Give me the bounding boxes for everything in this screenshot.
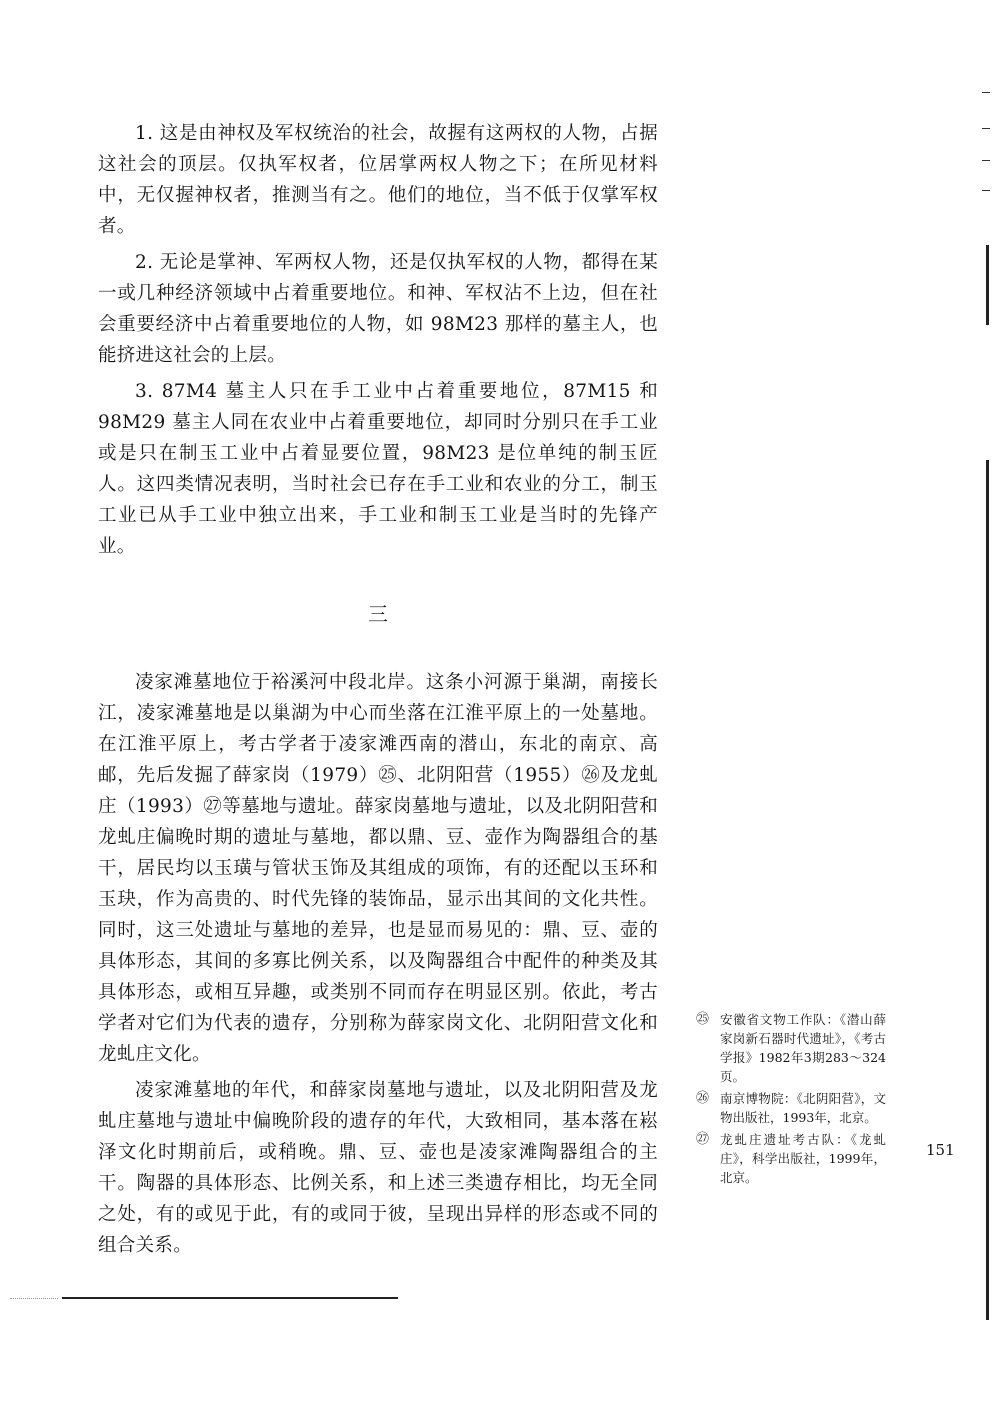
paragraph-lingjiatan-location: 凌家滩墓地位于裕溪河中段北岸。这条小河源于巢湖，南接长江，凌家滩墓地是以巢湖为中心而坐落在江淮平原上的一处墓地。在江淮平原上，考古学者于凌家滩西南的潜山，东北的南京、高邮，先后发掘了薛家岗（1979）㉕、北阴阳营（1955）㉖及龙虬庄（1993）㉗等墓地与遗址。薛家岗墓地与遗址，以及北阴阳营和龙虬庄偏晚时期的遗址与墓地，都以鼎、豆、壶作为陶器组合的基干，居民均以玉璜与管状玉饰及其组成的项饰，有的还配以玉环和玉玦，作为高贵的、时代先锋的装饰品，显示出其间的文化共性。同时，这三处遗址与墓地的差异，也是显而易见的：鼎、豆、壶的具体形态，其间的多寡比例关系，以及陶器组合中配件的种类及其具体形态，或相互异趣，或类别不同而存在明显区别。依此，考古学者对它们为代表的遗存，分别称为薛家岗文化、北阴阳营文化和龙虬庄文化。	[98, 672, 658, 1065]
section-heading: 三	[368, 602, 388, 626]
footnote-marker: ㉕	[696, 1012, 710, 1027]
bottom-rule	[62, 1297, 398, 1299]
edge-tick	[982, 190, 990, 191]
edge-tick	[982, 92, 990, 93]
paragraph-lingjiatan-dating: 凌家滩墓地的年代，和薛家岗墓地与遗址，以及北阴阳营及龙虬庄墓地与遗址中偏晚阶段的遗存的年代，大致相同，基本落在崧泽文化时期前后，或稍晚。鼎、豆、壶也是凌家滩陶器组合的主干。陶器的具体形态、比例关系，和上述三类遗存相比，均无全同之处，有的或见于此，有的或同于彼，呈现出异样的形态或不同的组合关系。	[98, 1080, 658, 1256]
paragraph-point-2: 2. 无论是掌神、军两权人物，还是仅执军权的人物，都得在某一或几种经济领域中占着重要地位。和神、军权沾不上边，但在社会重要经济中占着重要地位的人物，如 98M23 那样的墓主人，也能挤进这社会的上层。	[98, 252, 658, 366]
main-text-column	[98, 118, 658, 1261]
footnote-marker: ㉗	[696, 1132, 710, 1147]
footnote-text: 安徽省文物工作队：《潜山薛家岗新石器时代遗址》，《考古学报》1982年3期283～324页。	[720, 1012, 886, 1084]
footnote-text: 龙虬庄遗址考古队：《龙虬庄》，科学出版社，1999年，北京。	[720, 1132, 886, 1185]
scan-artifact-line	[10, 1298, 58, 1300]
paragraph-point-3: 3. 87M4 墓主人只在手工业中占着重要地位，87M15 和 98M29 墓主人同在农业中占着重要地位，却同时分别只在手工业或是只在制玉工业中占着显要位置，98M23 是位单纯的制玉匠人。这四类情况表明，当时社会已存在手工业和农业的分工，制玉工业已从手工业中独立出来，手工业和制玉工业是当时的先锋产业。	[98, 381, 658, 557]
paragraph-point-1: 1. 这是由神权及军权统治的社会，故握有这两权的人物，占据这社会的顶层。仅执军权者，位居掌两权人物之下；在所见材料中，无仅握神权者，推测当有之。他们的地位，当不低于仅掌军权者。	[98, 123, 658, 237]
page-number: 151	[926, 1141, 955, 1159]
binding-edge-mark	[986, 460, 989, 1320]
footnotes-column	[696, 1010, 886, 1190]
footnote-marker: ㉖	[696, 1091, 710, 1106]
binding-edge-mark	[986, 245, 989, 325]
footnote	[696, 1130, 886, 1187]
edge-tick	[982, 160, 990, 161]
footnote-text: 南京博物院：《北阴阳营》，文物出版社，1993年，北京。	[720, 1091, 886, 1125]
edge-tick	[982, 128, 990, 129]
footnote	[696, 1089, 886, 1127]
footnote	[696, 1010, 886, 1086]
